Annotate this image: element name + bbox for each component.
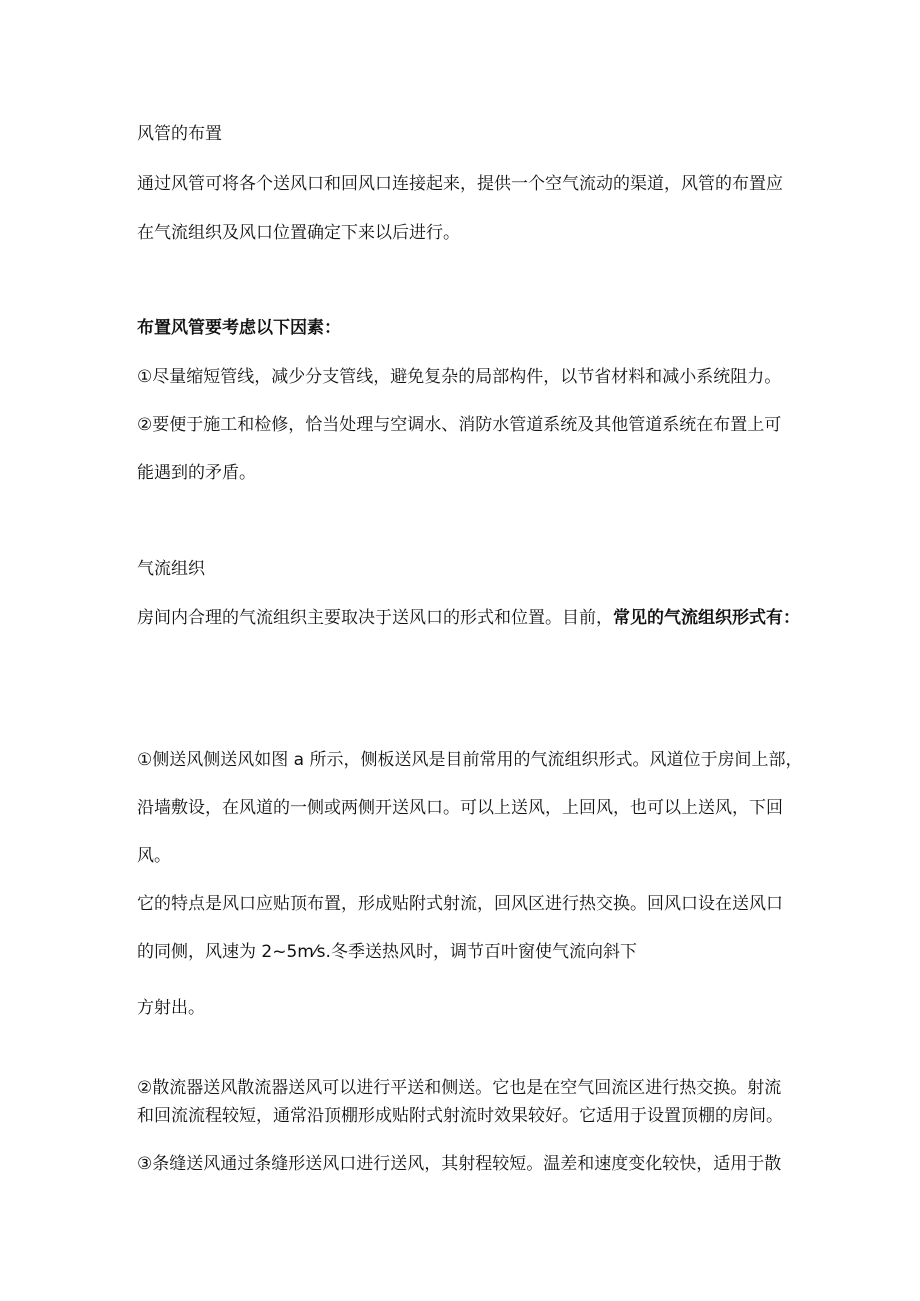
item-1-line-1: ①侧送风侧送风如图 a 所示，侧板送风是目前常用的气流组织形式。风道位于房间上部，	[137, 750, 803, 770]
item-2-line-2: 和回流流程较短，通常沿顶棚形成贴附式射流时效果较好。它适用于设置顶棚的房间。	[137, 1106, 783, 1126]
airflow-intro	[137, 607, 800, 629]
section-heading-duct-layout: 风管的布置	[137, 124, 222, 144]
factor-item-1: ①尽量缩短管线，减少分支管线，避免复杂的局部构件，以节省材料和减小系统阻力。	[137, 367, 782, 387]
factor-item-2-line-1: ②要便于施工和检修，恰当处理与空调水、消防水管道系统及其他管道系统在布置上可	[137, 415, 782, 435]
item-1-line-6: 方射出。	[137, 998, 205, 1018]
item-3-line-1: ③条缝送风通过条缝形送风口进行送风，其射程较短。温差和速度变化较快，适用于散	[137, 1154, 782, 1174]
section-heading-airflow: 气流组织	[137, 559, 205, 579]
item-2-line-1: ②散流器送风散流器送风可以进行平送和侧送。它也是在空气回流区进行热交换。射流	[137, 1078, 782, 1098]
item-1-line-4: 它的特点是风口应贴顶布置，形成贴附式射流，回风区进行热交换。回风口设在送风口	[137, 894, 783, 914]
factors-heading: 布置风管要考虑以下因素：	[137, 318, 341, 338]
item-1-line-5: 的同侧，风速为 2~5m⁄s.冬季送热风时，调节百叶窗使气流向斜下	[137, 942, 637, 962]
paragraph-line: 通过风管可将各个送风口和回风口连接起来，提供一个空气流动的渠道，风管的布置应	[137, 174, 783, 194]
factor-item-2-line-2: 能遇到的矛盾。	[137, 463, 256, 483]
item-1-line-3: 风。	[137, 846, 171, 866]
airflow-intro-plain: 房间内合理的气流组织主要取决于送风口的形式和位置。目前，	[137, 608, 613, 628]
paragraph-line: 在气流组织及风口位置确定下来以后进行。	[137, 223, 460, 243]
airflow-intro-bold: 常见的气流组织形式有：	[613, 608, 800, 628]
item-1-line-2: 沿墙敷设，在风道的一侧或两侧开送风口。可以上送风，上回风，也可以上送风，下回	[137, 798, 783, 818]
